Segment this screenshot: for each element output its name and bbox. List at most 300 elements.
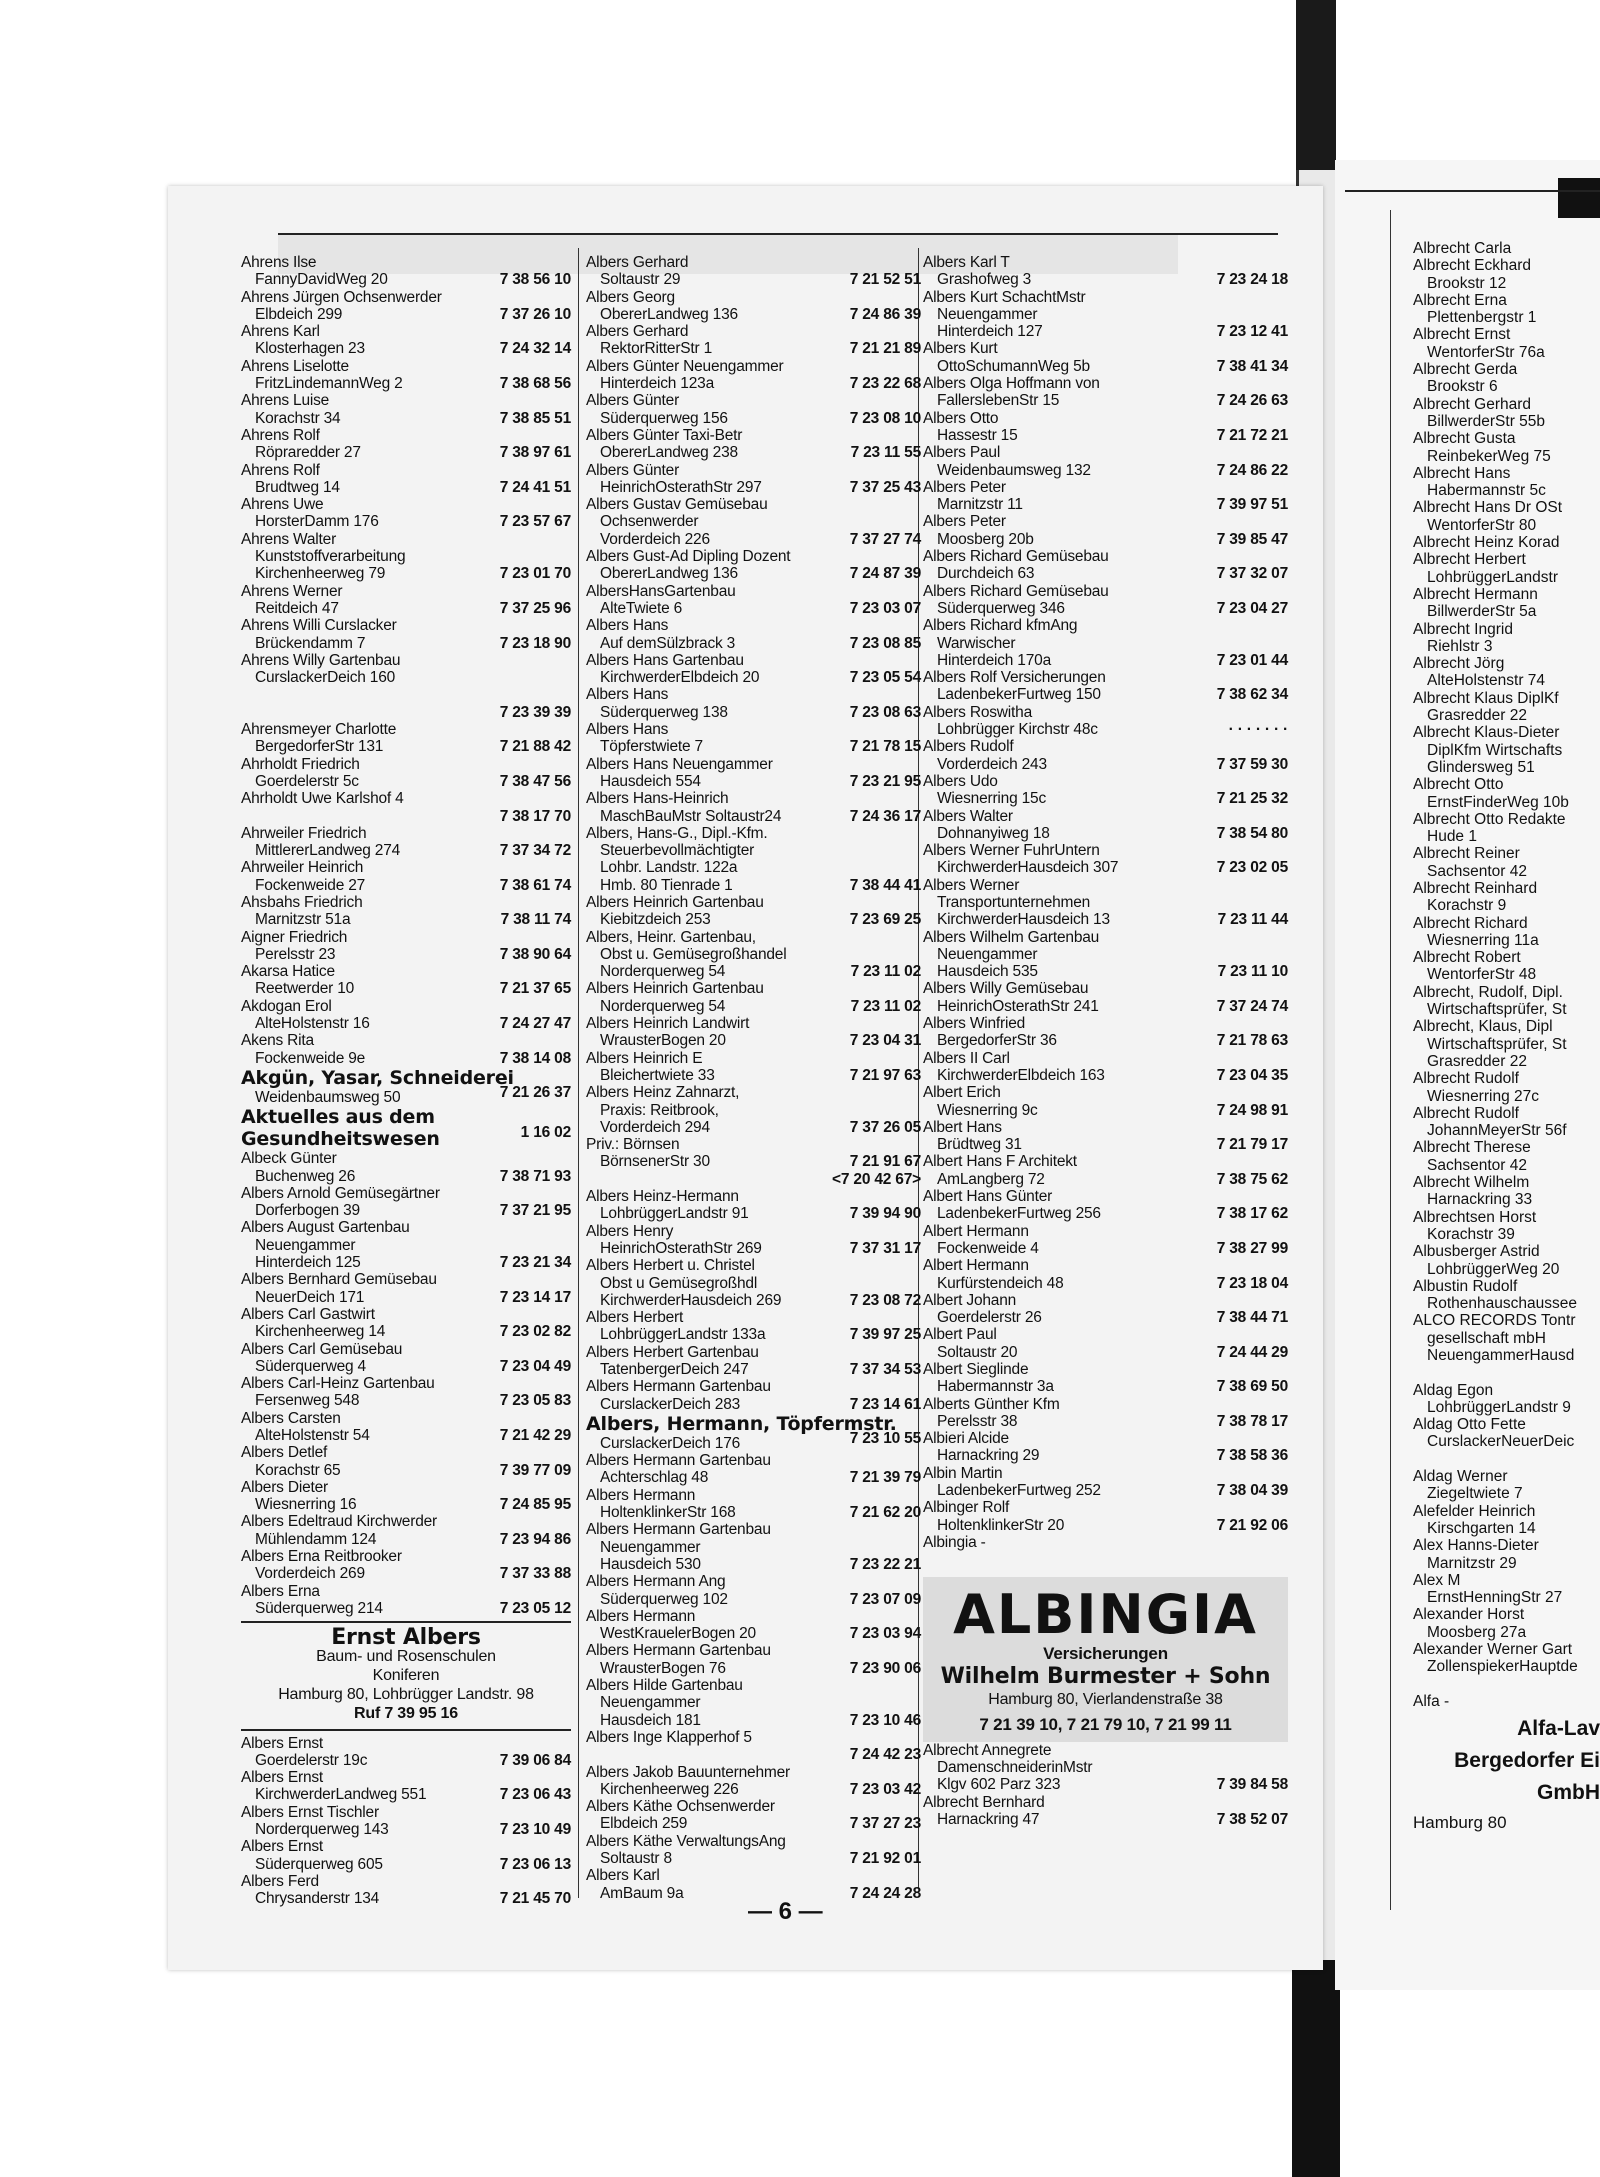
phone-number: 7 23 08 10	[849, 409, 921, 427]
directory-entry	[586, 1573, 921, 1608]
entry-address: Hmb. 80 Tienrade 1	[600, 876, 733, 894]
next-page-line: JohannMeyerStr 56f	[1427, 1122, 1567, 1140]
phone-number: 7 23 11 02	[850, 963, 921, 981]
directory-entry	[923, 479, 1288, 514]
entry-name: Ahrholdt Friedrich	[241, 755, 360, 773]
directory-entry	[923, 340, 1288, 375]
directory-entry	[586, 617, 921, 652]
next-page-line: ZollenspiekerHauptde	[1427, 1658, 1578, 1676]
entry-name: Albers Peter	[923, 513, 1006, 531]
next-page-line: Brookstr 12	[1427, 274, 1507, 292]
directory-entry	[241, 583, 571, 618]
next-page-line: Albrecht Carla	[1413, 240, 1512, 257]
directory-entry	[586, 1833, 921, 1868]
entry-name: Albers Heinrich Gartenbau	[586, 980, 764, 998]
directory-entry	[241, 790, 571, 825]
phone-number: 7 38 47 56	[499, 772, 571, 790]
advert-subtitle: Versicherungen	[1043, 1643, 1168, 1663]
entry-name: Ahrweiler Friedrich	[241, 824, 367, 842]
directory-entry	[241, 289, 571, 324]
entry-address: Hinterdeich 125	[255, 1254, 361, 1272]
entry-name: Albert Sieglinde	[923, 1361, 1029, 1378]
entry-name: Ahrens Werner	[241, 582, 343, 600]
entry-address: Hassestr 15	[937, 426, 1018, 444]
entry-address: Marnitzstr 11	[937, 496, 1023, 514]
entry-name: Albers Georg	[586, 288, 675, 306]
entry-address: Korachstr 65	[255, 1461, 341, 1479]
directory-entry	[923, 1742, 1288, 1794]
next-page-line: Kirschgarten 14	[1427, 1519, 1536, 1537]
next-page-line: Albrecht Otto Redakte	[1413, 810, 1566, 828]
entry-address	[923, 1551, 1288, 1568]
entry-name: Albers Ferd	[241, 1872, 319, 1890]
directory-entry	[586, 929, 921, 981]
entry-address: Neuengammer	[600, 1538, 701, 1556]
entry-address: WrausterBogen 20	[600, 1032, 726, 1050]
directory-entry	[241, 1838, 571, 1873]
next-page-line: Aldag Egon	[1413, 1381, 1494, 1399]
phone-number: 7 21 78 63	[1216, 1032, 1288, 1050]
phone-number: 1 16 02	[520, 1123, 571, 1141]
entry-name: Albers Hans Gartenbau	[586, 651, 744, 669]
entry-address: KirchwerderElbdeich 163	[937, 1066, 1105, 1084]
entry-address: Durchdeich 63	[937, 565, 1035, 583]
entry-address: Dorferbogen 39	[255, 1202, 360, 1220]
entry-name: Ahrens Walter	[241, 530, 337, 548]
directory-entry	[923, 1119, 1288, 1154]
directory-entry	[241, 1150, 571, 1185]
entry-name: Albers Heinrich Landwirt	[586, 1015, 750, 1033]
advert-phones: 7 21 39 10, 7 21 79 10, 7 21 99 11	[979, 1715, 1232, 1735]
next-page-line: Albrecht Erna	[1413, 291, 1507, 309]
entry-address: Kirchenheerweg 79	[255, 565, 386, 583]
phone-number: 7 21 62 20	[849, 1504, 921, 1522]
advert-line: Hamburg 80, Lohbrügger Landstr. 98	[278, 1685, 534, 1703]
directory-entry	[923, 1794, 1288, 1829]
phone-number: 7 21 92 06	[1216, 1516, 1288, 1534]
entry-name: Albers Rudolf	[923, 738, 1014, 756]
entry-address: DamenschneiderinMstr	[937, 1759, 1093, 1777]
entry-name: Albers Kurt	[923, 340, 998, 358]
entry-name: Albers Carl Gemüsebau	[241, 1340, 403, 1358]
next-page-line: Sachsentor 42	[1427, 1156, 1527, 1174]
directory-entry	[586, 548, 921, 583]
entry-name: Akarsa Hatice	[241, 963, 335, 981]
entry-name: Albers Ernst	[241, 1769, 324, 1787]
entry-address: Soltaustr 29	[600, 271, 681, 289]
next-page-line: Harnackring 33	[1427, 1191, 1533, 1209]
entry-name: Albers Hans Neuengammer	[586, 755, 773, 773]
entry-name: Albers Karl	[586, 1867, 660, 1885]
entry-name: Ahrens Willi Curslacker	[241, 617, 397, 635]
phone-number: 7 23 05 54	[849, 669, 921, 687]
entry-address: BergedorferStr 36	[937, 1032, 1057, 1050]
entry-address: Ochsenwerder	[600, 513, 699, 531]
entry-address: Hausdeich 181	[600, 1711, 701, 1729]
entry-name: Albers Ernst	[241, 1838, 324, 1856]
entry-name: Albers Hermann Gartenbau	[586, 1521, 771, 1539]
directory-entry	[923, 1465, 1288, 1500]
phone-number: 7 38 61 74	[499, 876, 571, 894]
entry-address: Elbdeich 259	[600, 1815, 688, 1833]
entry-name: Albers August Gartenbau	[241, 1219, 410, 1237]
phone-number: 7 24 42 23	[849, 1746, 921, 1764]
entry-name: Albers Herbert	[586, 1309, 684, 1327]
entry-address: Fockenweide 9e	[255, 1049, 366, 1067]
next-page-line: Hude 1	[1427, 828, 1477, 846]
phone-number: 7 23 11 10	[1217, 963, 1288, 981]
phone-number: 7 23 06 13	[499, 1855, 571, 1873]
directory-entry	[586, 358, 921, 393]
directory-entry	[241, 652, 571, 687]
entry-name: Albers Carsten	[241, 1409, 341, 1427]
entry-name: Albers Gerhard	[586, 254, 689, 271]
directory-entry	[923, 808, 1288, 843]
entry-name: Albert Hermann	[923, 1257, 1029, 1275]
phone-number: 7 38 69 50	[1216, 1378, 1288, 1396]
entry-address: Vorderdeich 294	[600, 1118, 710, 1136]
next-page-rule	[1345, 190, 1600, 192]
phone-number: 7 21 52 51	[849, 271, 921, 289]
directory-entry	[586, 1521, 921, 1573]
next-page-line: DiplKfm Wirtschafts	[1427, 741, 1563, 759]
entry-address: Chrysanderstr 134	[255, 1890, 380, 1908]
entry-name: Albers Erna	[241, 1582, 320, 1600]
entry-address: KirchwerderHausdeich 269	[600, 1291, 782, 1309]
phone-number: 7 38 97 61	[499, 444, 571, 462]
directory-entry	[241, 1067, 571, 1106]
entry-name: Akdogan Erol	[241, 997, 332, 1015]
entry-address: Norderquerweg 54	[600, 997, 726, 1015]
phone-number: 7 23 14 61	[849, 1395, 921, 1413]
directory-entry	[586, 1867, 921, 1902]
entry-address: HorsterDamm 176	[255, 513, 379, 531]
entry-name: Albert Hermann	[923, 1222, 1029, 1240]
phone-number: 7 24 44 29	[1216, 1343, 1288, 1361]
entry-address: WrausterBogen 76	[600, 1659, 726, 1677]
entry-name: Ahrholdt Uwe Karlshof 4	[241, 790, 404, 808]
directory-entry	[241, 1410, 571, 1445]
entry-address: Obst u. Gemüsegroßhandel	[600, 945, 787, 963]
entry-name: Albrecht Annegrete	[923, 1741, 1052, 1759]
entry-address: Klgv 602 Parz 323	[937, 1776, 1061, 1794]
entry-name: Ahrens Liselotte	[241, 357, 349, 375]
entry-name: Albers Winfried	[923, 1015, 1026, 1033]
entry-address: ObererLandweg 136	[600, 565, 738, 583]
directory-entry	[241, 1769, 571, 1804]
phone-number: 7 23 06 43	[499, 1786, 571, 1804]
phone-number: 7 23 10 46	[849, 1711, 921, 1729]
phone-number: 7 37 34 72	[499, 842, 571, 860]
entry-address: KirchwerderHausdeich 13	[937, 911, 1110, 929]
directory-entry	[586, 1050, 921, 1085]
entry-name: Albers Walter	[923, 807, 1013, 825]
phone-number: 7 21 79 17	[1216, 1136, 1288, 1154]
phone-number: 7 23 04 35	[1216, 1066, 1288, 1084]
phone-number: 7 39 85 47	[1216, 530, 1288, 548]
entry-address: Harnackring 29	[937, 1447, 1040, 1465]
entry-address: HeinrichOsterathStr 297	[600, 478, 762, 496]
entry-name: Albert Hans Günter	[923, 1188, 1053, 1206]
entry-name: Albers Herbert Gartenbau	[586, 1343, 759, 1361]
entry-address: HoltenklinkerStr 20	[937, 1516, 1065, 1534]
next-page-line: Sachsentor 42	[1427, 862, 1527, 880]
entry-name: Albers Gustav Gemüsebau	[586, 496, 768, 514]
next-page-line: Albrecht Rudolf	[1413, 1104, 1519, 1122]
entry-name: Albers Hermann Gartenbau	[586, 1378, 771, 1396]
entry-name: Albers Karl T	[923, 254, 1010, 271]
directory-entry	[923, 1015, 1288, 1050]
entry-name: Albers Edeltraud Kirchwerder	[241, 1513, 437, 1531]
entry-address: Perelsstr 38	[937, 1412, 1018, 1430]
phone-number: 7 24 41 51	[499, 478, 571, 496]
directory-entry	[241, 894, 571, 929]
phone-number: 7 23 10 55	[849, 1430, 921, 1448]
phone-number: 7 37 32 07	[1216, 565, 1288, 583]
next-page-line: Grasredder 22	[1427, 707, 1527, 725]
entry-name: Albers Hermann Gartenbau	[586, 1452, 771, 1470]
next-page-advert-line: Bergedorfer Ei	[1454, 1749, 1600, 1773]
next-page-line: AlteHolstenstr 74	[1427, 672, 1546, 690]
entry-name: Albers Peter	[923, 478, 1006, 496]
phone-number: 7 39 06 84	[499, 1751, 571, 1769]
entry-name: Albrecht Bernhard	[923, 1793, 1045, 1811]
directory-entry	[923, 375, 1288, 410]
albingia-logo: ALBINGIA	[953, 1582, 1258, 1646]
phone-number: 7 23 69 25	[849, 911, 921, 929]
directory-entry	[923, 773, 1288, 808]
next-page-line: Albrecht Hans	[1413, 464, 1511, 482]
phone-number: 7 23 22 21	[849, 1555, 921, 1573]
next-page-line: Glindersweg 51	[1427, 758, 1535, 776]
entry-address: Marnitzstr 51a	[255, 911, 351, 929]
column-divider-1	[578, 248, 579, 1898]
entry-address: Weidenbaumsweg 132	[937, 461, 1091, 479]
next-page-line: ErnstFinderWeg 10b	[1427, 793, 1569, 811]
entry-name: Albers Kurt SchachtMstr	[923, 288, 1086, 306]
phone-number: 7 23 11 44	[1217, 911, 1288, 929]
phone-number: 7 21 97 63	[849, 1066, 921, 1084]
phone-number: 7 38 71 93	[499, 1167, 571, 1185]
advert-albingia	[923, 1577, 1288, 1742]
phone-number: 7 23 07 09	[849, 1590, 921, 1608]
entry-name: Albers Rolf Versicherungen	[923, 669, 1106, 687]
next-page-line: ALCO RECORDS Tontr	[1413, 1312, 1576, 1330]
directory-entry	[586, 1309, 921, 1344]
phone-number: 7 38 11 74	[500, 911, 571, 929]
next-page-line: BillwerderStr 55b	[1427, 412, 1546, 430]
column-1	[241, 254, 571, 1908]
next-page-line: Ziegeltwiete 7	[1427, 1485, 1523, 1503]
next-page-line: Moosberg 27a	[1427, 1623, 1527, 1641]
entry-address: Brudtweg 14	[255, 478, 340, 496]
next-page-line: Albrecht Gusta	[1413, 430, 1516, 448]
entry-address: Süderquerweg 156	[600, 409, 728, 427]
entry-address: Gesundheitswesen	[241, 1128, 440, 1151]
directory-entry	[586, 1136, 921, 1188]
directory-entry	[241, 1032, 571, 1067]
entry-name: Ahrens Willy Gartenbau	[241, 651, 401, 669]
entry-name: Albers Heinrich Gartenbau	[586, 893, 764, 911]
entry-address: Soltaustr 20	[937, 1343, 1018, 1361]
entry-name: Albers Jakob Bauunternehmer	[586, 1763, 790, 1781]
entry-address: LadenbekerFurtweg 252	[937, 1482, 1101, 1500]
directory-entry	[241, 496, 571, 531]
phone-number: 7 24 27 47	[499, 1015, 571, 1033]
entry-address: Weidenbaumsweg 50	[255, 1088, 401, 1106]
entry-address: LohbrüggerLandstr 133a	[600, 1326, 766, 1344]
entry-address: Hausdeich 530	[600, 1555, 701, 1573]
directory-page	[168, 186, 1323, 1970]
entry-address: Klosterhagen 23	[255, 340, 365, 358]
entry-address: HoltenklinkerStr 168	[600, 1504, 736, 1522]
phone-number: 7 37 27 23	[849, 1815, 921, 1833]
directory-entry	[923, 444, 1288, 479]
next-page-line: Albrechtsen Horst	[1413, 1208, 1537, 1226]
next-page-line: Albrecht, Klaus, Dipl	[1413, 1018, 1553, 1036]
directory-entry	[923, 1534, 1288, 1569]
phone-number: 7 38 90 64	[499, 945, 571, 963]
phone-number: 7 23 12 41	[1216, 323, 1288, 341]
entry-address: FannyDavidWeg 20	[255, 271, 388, 289]
entry-address: Vorderdeich 243	[937, 755, 1047, 773]
phone-number: 7 23 10 49	[499, 1821, 571, 1839]
directory-entry	[586, 1188, 921, 1223]
entry-address: Achterschlag 48	[600, 1469, 709, 1487]
entry-name: Albers Heinz-Hermann	[586, 1188, 739, 1206]
entry-address: Soltaustr 8	[600, 1850, 672, 1868]
directory-entry	[586, 756, 921, 791]
entry-name: Ahrens Rolf	[241, 461, 320, 479]
phone-number: 7 39 77 09	[499, 1461, 571, 1479]
directory-entry	[586, 1257, 921, 1309]
entry-name: Albers, Hans-G., Dipl.-Kfm.	[586, 824, 768, 842]
entry-name: Albers Günter Neuengammer	[586, 357, 784, 375]
entry-address: Kirchenheerweg 226	[600, 1780, 739, 1798]
directory-entry	[923, 1396, 1288, 1431]
entry-address: Wiesnerring 9c	[937, 1101, 1038, 1119]
entry-address: Brückendamm 7	[255, 634, 366, 652]
entry-address: Goerdelerstr 5c	[255, 772, 359, 790]
entry-address: AlteHolstenstr 16	[255, 1015, 370, 1033]
phone-number: 7 39 94 90	[849, 1205, 921, 1223]
entry-address: Röpraredder 27	[255, 444, 361, 462]
directory-entry	[586, 980, 921, 1015]
next-page-line: Albrecht, Rudolf, Dipl.	[1413, 983, 1563, 1001]
entry-address: Bleichertwiete 33	[600, 1066, 715, 1084]
entry-address: Fersenweg 548	[255, 1392, 360, 1410]
phone-number: 7 24 36 17	[849, 807, 921, 825]
directory-entry	[586, 583, 921, 618]
entry-address: Habermannstr 3a	[937, 1378, 1054, 1396]
directory-entry	[241, 531, 571, 583]
entry-address: Töpferstwiete 7	[600, 738, 703, 756]
phone-number: 7 37 27 74	[849, 530, 921, 548]
entry-name: Albers II Carl	[923, 1049, 1010, 1067]
directory-entry	[923, 842, 1288, 877]
entry-name: Albieri Alcide	[923, 1430, 1009, 1448]
entry-address: Perelsstr 23	[255, 945, 336, 963]
directory-entry	[241, 756, 571, 791]
next-page-line: Albrecht Richard	[1413, 914, 1528, 932]
directory-entry	[923, 1292, 1288, 1327]
directory-entry	[241, 1804, 571, 1839]
directory-entry	[586, 790, 921, 825]
next-page-line: Alexander Werner Gart	[1413, 1641, 1573, 1659]
entry-address: Moosberg 20b	[937, 530, 1034, 548]
entry-name: Albers Hermann	[586, 1607, 696, 1625]
next-page-line: NeuengammerHausd	[1427, 1347, 1575, 1364]
entry-name: Albert Johann	[923, 1291, 1017, 1309]
entry-address: MaschBauMstr Soltaustr24	[600, 807, 782, 825]
advert-line: Baum- und Rosenschulen	[316, 1647, 496, 1665]
entry-address: Obst u Gemüsegroßhdl	[600, 1274, 758, 1292]
entry-name: Albers Günter	[586, 392, 680, 410]
next-page-line: CurslackerNeuerDeic	[1427, 1433, 1575, 1451]
directory-entry	[586, 825, 921, 894]
directory-entry	[586, 496, 921, 548]
directory-entry	[923, 1430, 1288, 1465]
phone-number: 7 23 04 27	[1216, 599, 1288, 617]
directory-entry	[241, 963, 571, 998]
next-page-line: Albrecht Eckhard	[1413, 257, 1532, 275]
entry-address: HeinrichOsterathStr 269	[600, 1239, 762, 1257]
next-page-line: Albrecht Rudolf	[1413, 1070, 1519, 1088]
entry-address: Kurfürstendeich 48	[937, 1274, 1064, 1292]
directory-entry	[241, 1306, 571, 1341]
entry-name: Albers Arnold Gemüsegärtner	[241, 1184, 440, 1202]
next-page-line: Plettenbergstr 1	[1427, 309, 1537, 327]
entry-name: Albers Erna Reitbrooker	[241, 1548, 402, 1566]
entry-name	[241, 686, 571, 703]
next-page-line: Marnitzstr 29	[1427, 1554, 1517, 1572]
entry-name: Albers Udo	[923, 772, 998, 790]
entry-address: Hausdeich 535	[937, 963, 1038, 981]
next-page-line: Albrecht Gerda	[1413, 361, 1518, 379]
directory-entry	[241, 427, 571, 462]
directory-entry	[586, 254, 921, 289]
directory-entry	[241, 721, 571, 756]
entry-name: Albers, Hermann, Töpfermstr.	[586, 1412, 897, 1435]
entry-name: Ahrens Karl	[241, 323, 320, 341]
next-page-footer: Hamburg 80	[1413, 1813, 1507, 1832]
next-page-column	[1413, 240, 1600, 1832]
next-page-line: Albrecht Reiner	[1413, 845, 1520, 863]
directory-entry	[241, 1375, 571, 1410]
entry-address: KirchwerderHausdeich 307	[937, 859, 1119, 877]
directory-entry	[923, 980, 1288, 1015]
entry-address: Norderquerweg 54	[600, 963, 726, 981]
directory-entry	[241, 1735, 571, 1770]
next-page-line: Grasredder 22	[1427, 1052, 1527, 1070]
entry-address: CurslackerDeich 283	[600, 1395, 741, 1413]
directory-entry	[923, 1499, 1288, 1534]
phone-number: 7 38 14 08	[499, 1049, 571, 1067]
entry-name: Aktuelles aus dem	[241, 1106, 435, 1129]
phone-number: 7 23 03 94	[849, 1625, 921, 1643]
entry-name: Albert Hans	[923, 1118, 1002, 1136]
phone-number: 7 23 11 02	[850, 997, 921, 1015]
entry-name: Priv.: Börnsen	[586, 1136, 680, 1154]
entry-address: Steuerbevollmächtigter	[600, 842, 755, 860]
entry-address: LadenbekerFurtweg 256	[937, 1205, 1101, 1223]
entry-address: Hausdeich 554	[600, 772, 701, 790]
entry-address: AlteHolstenstr 54	[255, 1427, 370, 1444]
directory-entry	[923, 1223, 1288, 1258]
phone-number: 7 21 42 29	[499, 1427, 571, 1444]
phone-number: 7 37 24 74	[1216, 997, 1288, 1015]
directory-entry	[241, 998, 571, 1033]
